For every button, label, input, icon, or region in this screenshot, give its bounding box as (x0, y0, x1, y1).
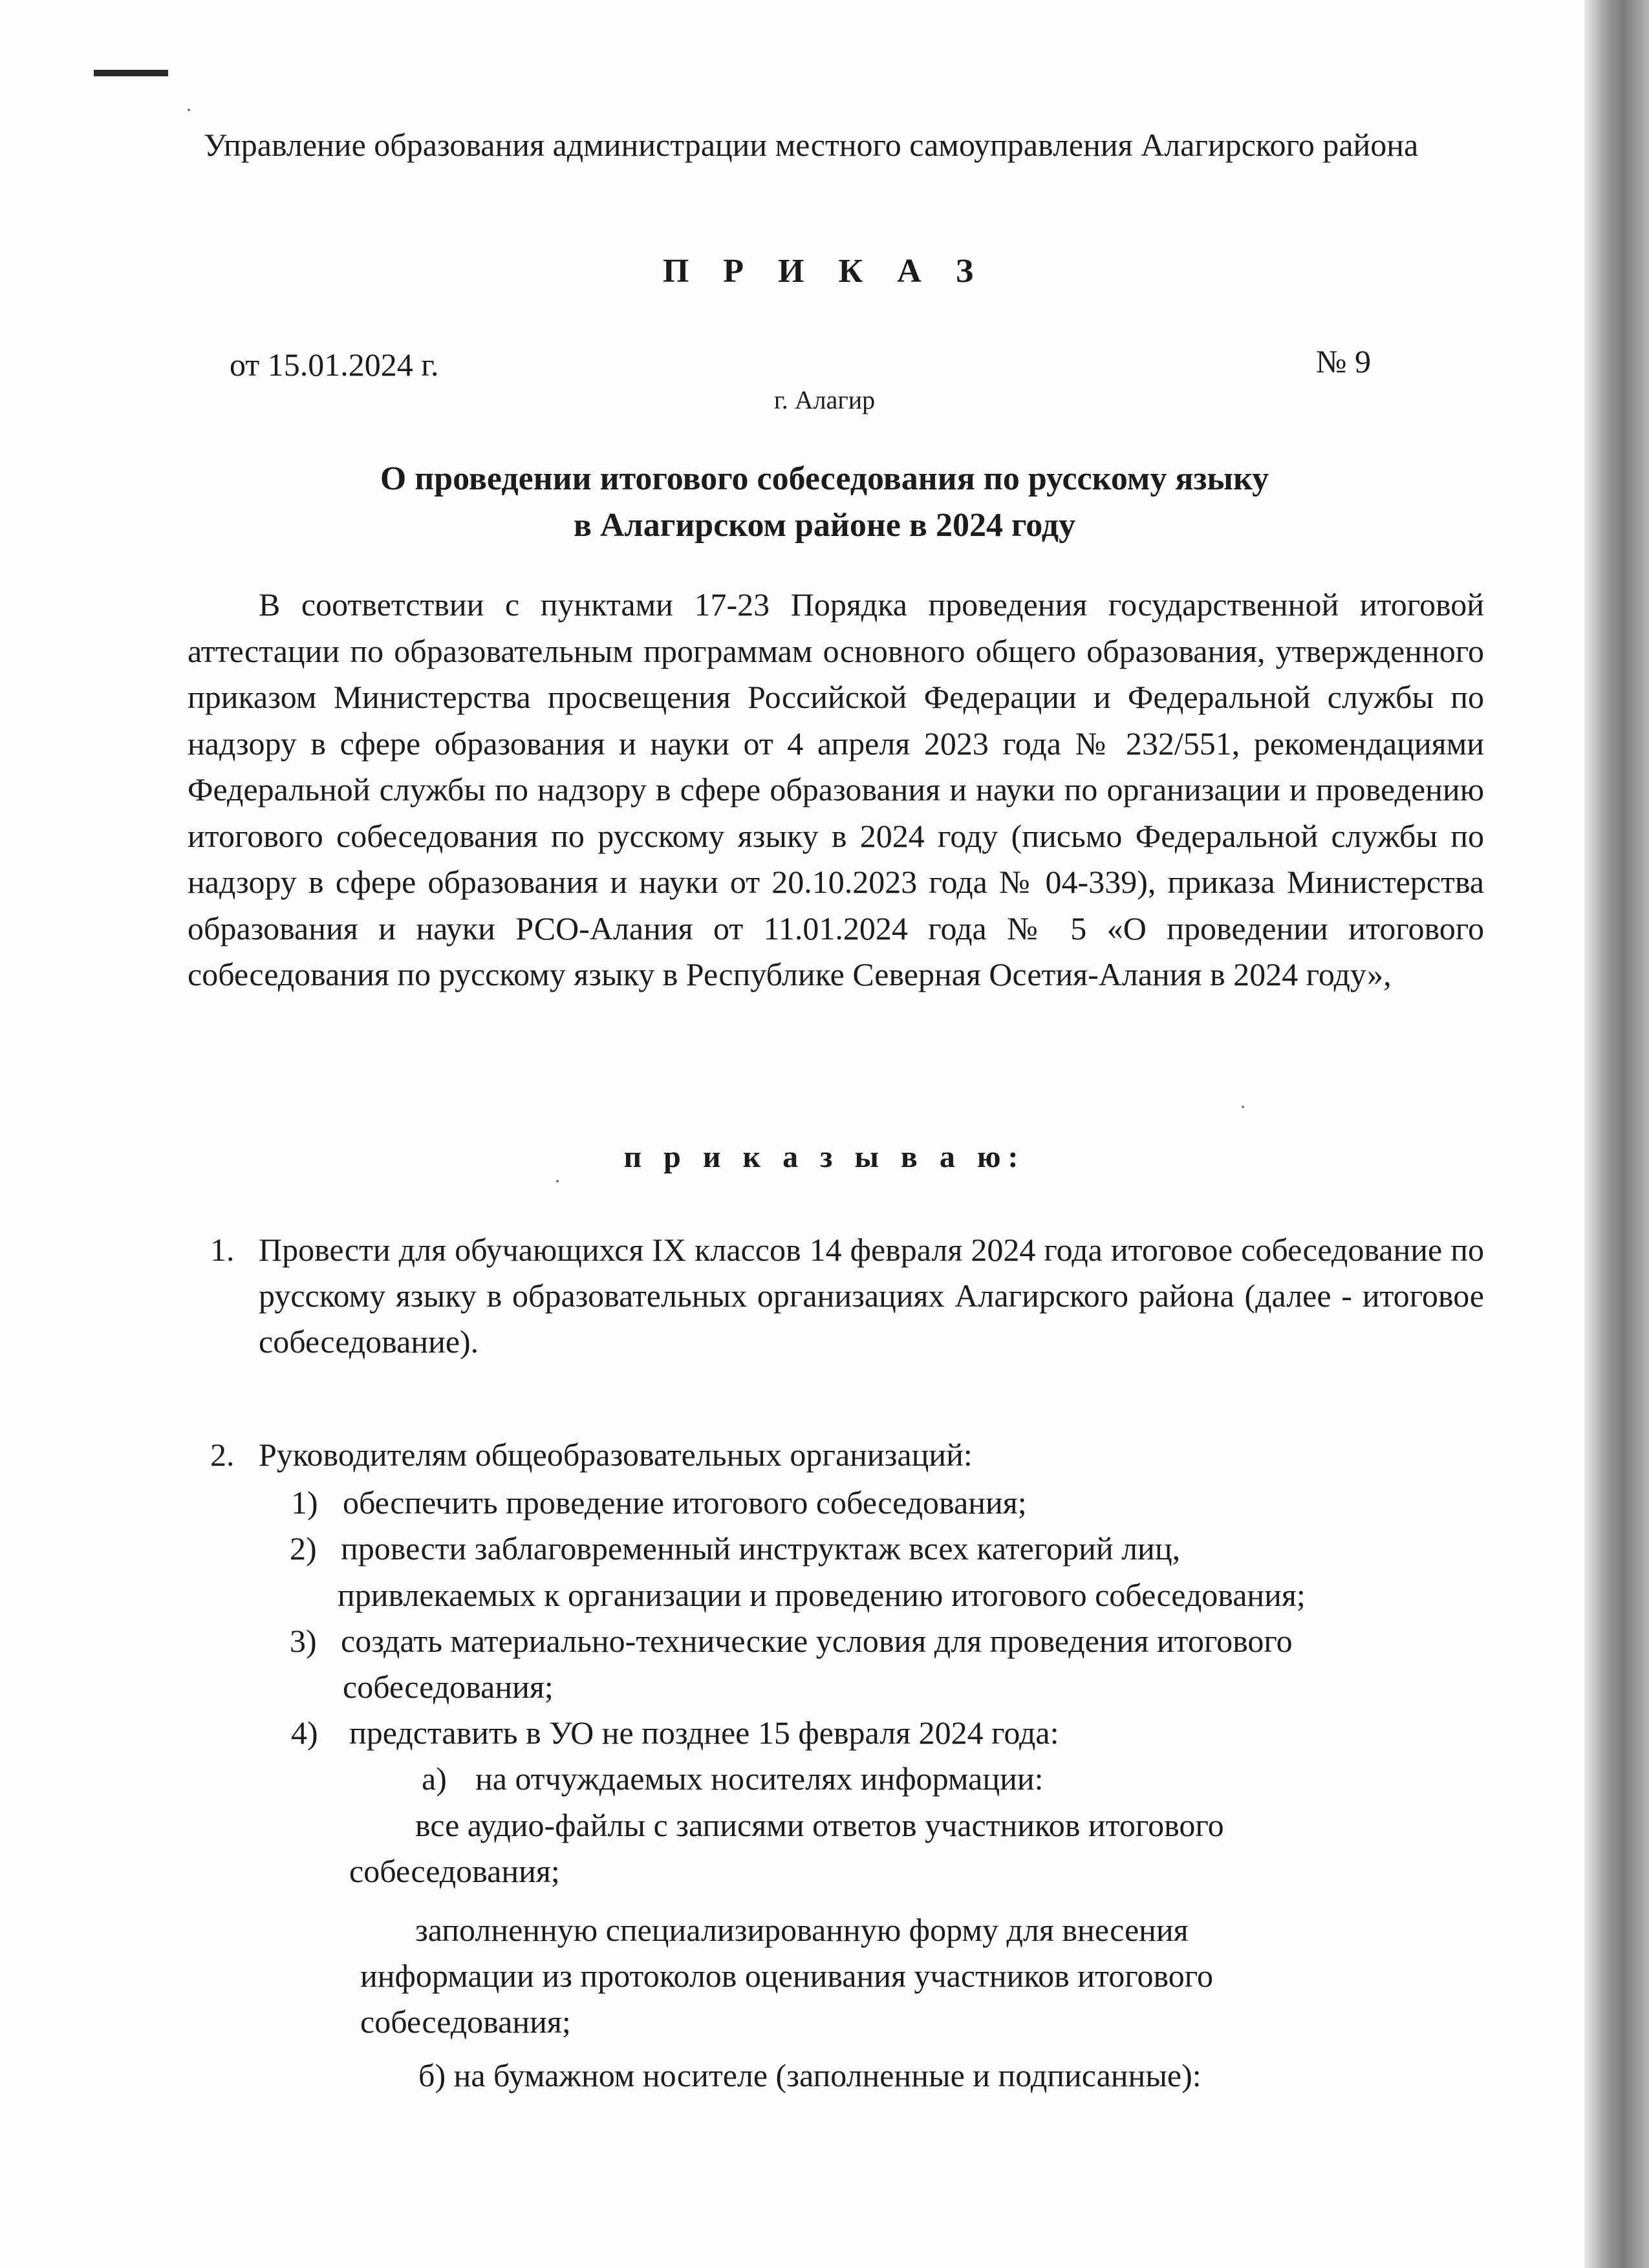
subitem-a-line-3: заполненную специализированную форму для внесения (415, 1912, 1189, 1948)
title-line-1: О проведении итогового собеседования по русскому языку (380, 460, 1269, 497)
order-directive: п р и к а з ы в а ю: (623, 1140, 1026, 1174)
document-date: от 15.01.2024 г. (230, 347, 439, 383)
subitem-a-line-2: собеседования; (349, 1853, 560, 1889)
subitem-3-text: создать материально-технические условия для проведения итогового (341, 1623, 1293, 1659)
scan-speck (1242, 1106, 1244, 1108)
subitem-a-text: на отчуждаемых носителях информации: (475, 1760, 1044, 1797)
subitem-1-text: обеспечить проведение итогового собеседования; (343, 1484, 1027, 1521)
item-1-number: 1. (210, 1232, 235, 1268)
item-2-number: 2. (210, 1437, 235, 1473)
document-type: П Р И К А З (662, 253, 987, 290)
item-1-text: Провести для обучающихся IX классов 14 февраля 2024 года итоговое собеседование по русскому языку в образовательных организациях Алагирского района (далее - итоговое собеседование). (259, 1232, 1484, 1360)
scan-mark (94, 70, 168, 76)
scan-edge-shadow (1584, 0, 1649, 2268)
subitem-2-text-cont: привлекаемых к организации и проведению итогового собеседования; (338, 1577, 1306, 1613)
subitem-4-number: 4) (291, 1715, 318, 1751)
document-title (0, 456, 1649, 549)
subitem-2-text: провести заблаговременный инструктаж всех категорий лиц, (341, 1530, 1181, 1567)
subitem-a-line-4: информации из протоколов оценивания участников итогового (360, 1958, 1213, 1994)
document-city: г. Алагир (773, 385, 876, 414)
issuing-organization: Управление образования администрации местного самоуправления Алагирского района (204, 127, 1419, 163)
subitem-2-number: 2) (290, 1530, 317, 1567)
scan-speck (556, 1180, 559, 1182)
subitem-a-line-5: собеседования; (360, 2004, 571, 2040)
subitem-b-text: б) на бумажном носителе (заполненные и подписанные): (418, 2057, 1202, 2093)
scan-speck (188, 109, 190, 111)
subitem-1-number: 1) (291, 1484, 318, 1521)
title-line-2: в Алагирском районе в 2024 году (573, 507, 1076, 544)
subitem-4-text: представить в УО не позднее 15 февраля 2024 года: (349, 1715, 1059, 1751)
item-2-text: Руководителям общеобразовательных организаций: (259, 1437, 973, 1473)
document-number: № 9 (1315, 343, 1371, 380)
subitem-a-line-1: все аудио-файлы с записями ответов участников итогового (415, 1807, 1224, 1843)
subitem-3-text-cont: собеседования; (343, 1669, 554, 1705)
subitem-3-number: 3) (290, 1623, 317, 1659)
preamble-paragraph: В соответствии с пунктами 17-23 Порядка проведения государственной итоговой аттестации по образовательным программам основного общего образования, утвержденного приказом Министерства просвещения Российской Федерации и Федеральной службы по надзору в сфере образования и науки от 4 апреля 2023 года № 232/551, рекомендациями Федеральной службы по надзору в сфере образования и науки по организации и проведению итогового собеседования по русскому языку в 2024 году (письмо Федеральной службы по надзору в сфере образования и науки от 20.10.2023 года № 04-339), приказа Министерства образования и науки РСО-Алания от 11.01.2024 года № 5 «О проведении итогового собеседования по русскому языку в Республике Северная Осетия-Алания в 2024 году», (188, 586, 1484, 992)
subitem-a-label: а) (422, 1760, 447, 1797)
